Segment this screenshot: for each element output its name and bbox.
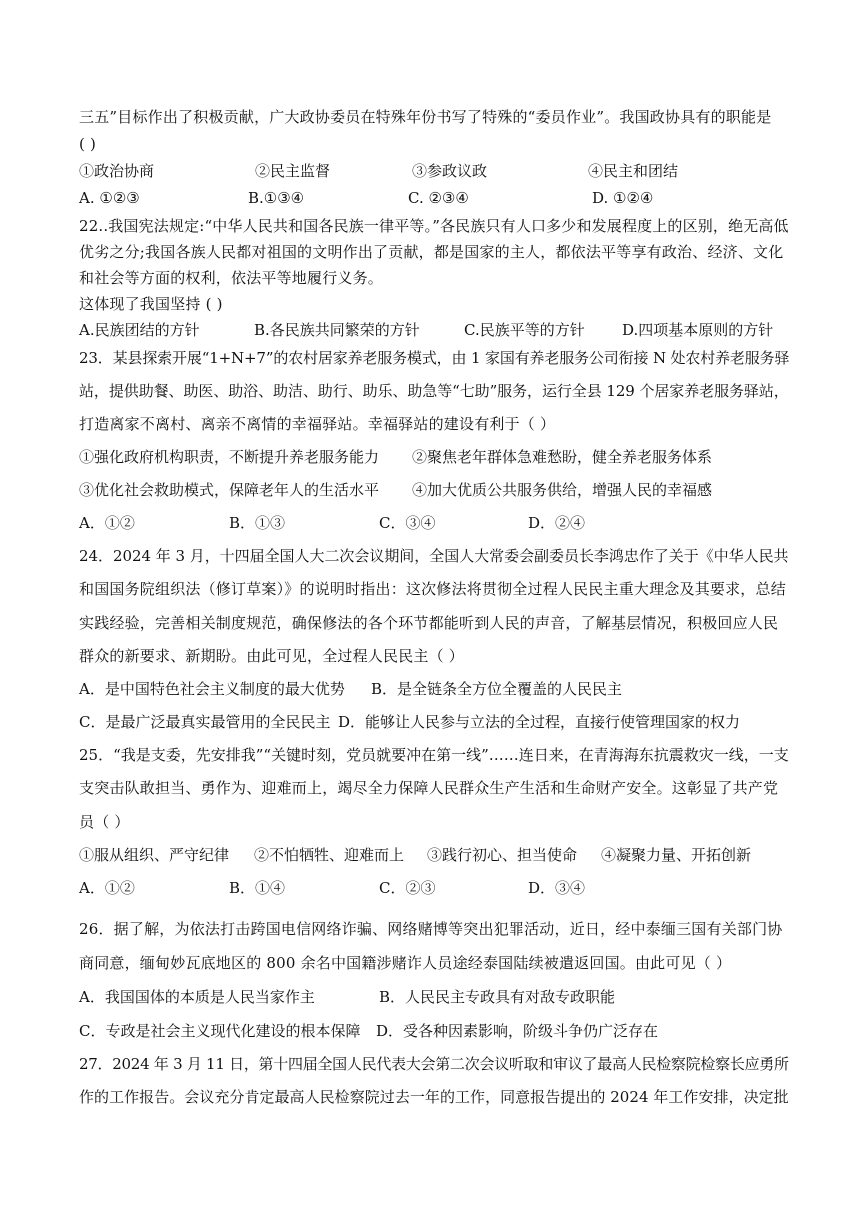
question-27-text-line-1: 27．2024 年 3 月 11 日，第十四届全国人民代表大会第二次会议听取和审议了最高人民检察院检察长应勇所: [79, 1055, 789, 1073]
question-21-text-line-2: ( ): [79, 135, 97, 153]
question-22-option-b: B.各民族共同繁荣的方针: [254, 321, 420, 339]
question-24-text-line-3: 实践经验，完善相关制度规范，确保修法的各个环节都能听到人民的声音，了解基层情况，积极回应人民: [79, 614, 779, 632]
question-25-item-2: ②不怕牺牲、迎难而上: [254, 846, 405, 864]
question-24-text-line-2: 和国国务院组织法（修订草案）》的说明时指出：这次修法将贯彻全过程人民民主重大理念及其要求，总结: [79, 580, 786, 598]
question-22-option-a: A.民族团结的方针: [79, 321, 200, 339]
question-25-option-d: D．③④: [528, 879, 586, 897]
question-23-text-line-3: 打造离家不离村、离亲不离情的幸福驿站。幸福驿站的建设有利于（ ）: [79, 415, 556, 433]
question-26-text-line-1: 26．据了解，为依法打击跨国电信网络诈骗、网络赌博等突出犯罪活动，近日，经中泰缅三国有关部门协: [79, 920, 783, 938]
question-21-text-line-1: 三五”目标作出了积极贡献，广大政协委员在特殊年份书写了特殊的“委员作业”。我国政协具有的职能是: [79, 108, 772, 126]
question-23-option-a: A．①②: [79, 514, 135, 532]
question-25-option-a: A．①②: [79, 879, 135, 897]
question-22-text-line-4: 这体现了我国坚持 ( ): [79, 295, 223, 313]
question-24-option-a: A．是中国特色社会主义制度的最大优势: [79, 680, 345, 698]
question-23-item-1: ①强化政府机构职责，不断提升养老服务能力: [79, 448, 380, 466]
question-22-option-c: C.民族平等的方针: [464, 321, 585, 339]
question-24-option-b: B．是全链条全方位全覆盖的人民民主: [371, 680, 623, 698]
question-25-text-line-2: 支突击队敢担当、勇作为、迎难而上，竭尽全力保障人民群众生产生活和生命财产安全。这彰显了共产党: [79, 779, 779, 797]
question-21-option-d: D. ①②④: [592, 189, 654, 207]
question-22-text-line-3: 和社会等方面的权利，依法平等地履行义务。: [79, 269, 384, 287]
question-23-item-4: ④加大优质公共服务供给，增强人民的幸福感: [412, 481, 713, 499]
question-24-text-line-4: 群众的新要求、新期盼。由此可见，全过程人民民主（ ）: [79, 647, 464, 665]
question-25-text-line-1: 25．“我是支委，先安排我”“关键时刻，党员就要冲在第一线”……连日来，在青海海东抗震救灾一线，一支: [79, 746, 789, 764]
question-21-item-4: ④民主和团结: [588, 162, 679, 180]
question-21-item-3: ③参政议政: [412, 162, 488, 180]
question-24-text-line-1: 24．2024 年 3 月，十四届全国人大二次会议期间，全国人大常委会副委员长李鸿忠作了关于《中华人民共: [79, 547, 789, 565]
question-25-item-3: ③践行初心、担当使命: [427, 846, 578, 864]
question-23-text-line-2: 站，提供助餐、助医、助浴、助洁、助行、助乐、助急等“七助”服务，运行全县 129 个居家养老服务驿站，: [79, 382, 789, 400]
question-24-option-c: C．是最广泛最真实最管用的全民民主: [79, 713, 331, 731]
question-23-item-2: ②聚焦老年群体急难愁盼，健全养老服务体系: [412, 448, 713, 466]
question-21-option-c: C. ②③④: [408, 189, 469, 207]
question-25-item-1: ①服从组织、严守纪律: [79, 846, 230, 864]
question-22-text-line-1: 22..我国宪法规定:“中华人民共和国各民族一律平等。”各民族只有人口多少和发展程度上的区别，绝无高低: [79, 217, 789, 235]
question-25-text-line-3: 员（ ）: [79, 813, 130, 831]
question-23-option-b: B．①③: [229, 514, 286, 532]
question-21-option-b: B.①③④: [248, 189, 305, 207]
question-21-option-a: A. ①②③: [79, 189, 140, 207]
question-26-option-d: D．受各种因素影响，阶级斗争仍广泛存在: [376, 1022, 659, 1040]
question-24-option-d: D．能够让人民参与立法的全过程，直接行使管理国家的权力: [338, 713, 741, 731]
question-23-item-3: ③优化社会救助模式，保障老年人的生活水平: [79, 481, 380, 499]
question-26-option-c: C．专政是社会主义现代化建设的根本保障: [79, 1022, 361, 1040]
question-26-option-b: B．人民民主专政具有对敌专政职能: [379, 988, 616, 1006]
question-23-text-line-1: 23．某县探索开展“1+N+7”的农村居家养老服务模式，由 1 家国有养老服务公司衔接 N 处农村养老服务驿: [79, 349, 790, 367]
question-25-option-b: B．①④: [229, 879, 286, 897]
question-26-option-a: A．我国国体的本质是人民当家作主: [79, 988, 315, 1006]
question-22-text-line-2: 优劣之分;我国各族人民都对祖国的文明作出了贡献，都是国家的主人，都依法平等享有政治、经济、文化: [79, 243, 784, 261]
question-25-option-c: C．②③: [379, 879, 436, 897]
question-26-text-line-2: 商同意，缅甸妙瓦底地区的 800 余名中国籍涉赌诈人员途经泰国陆续被遣返回国。由此可见（ ）: [79, 954, 732, 972]
question-21-item-1: ①政治协商: [79, 162, 155, 180]
question-27-text-line-2: 作的工作报告。会议充分肯定最高人民检察院过去一年的工作，同意报告提出的 2024 年工作安排，决定批: [79, 1088, 789, 1106]
question-21-item-2: ②民主监督: [255, 162, 331, 180]
question-23-option-c: C．③④: [379, 514, 436, 532]
question-23-option-d: D．②④: [528, 514, 586, 532]
question-22-option-d: D.四项基本原则的方针: [622, 321, 774, 339]
question-25-item-4: ④凝聚力量、开拓创新: [601, 846, 752, 864]
